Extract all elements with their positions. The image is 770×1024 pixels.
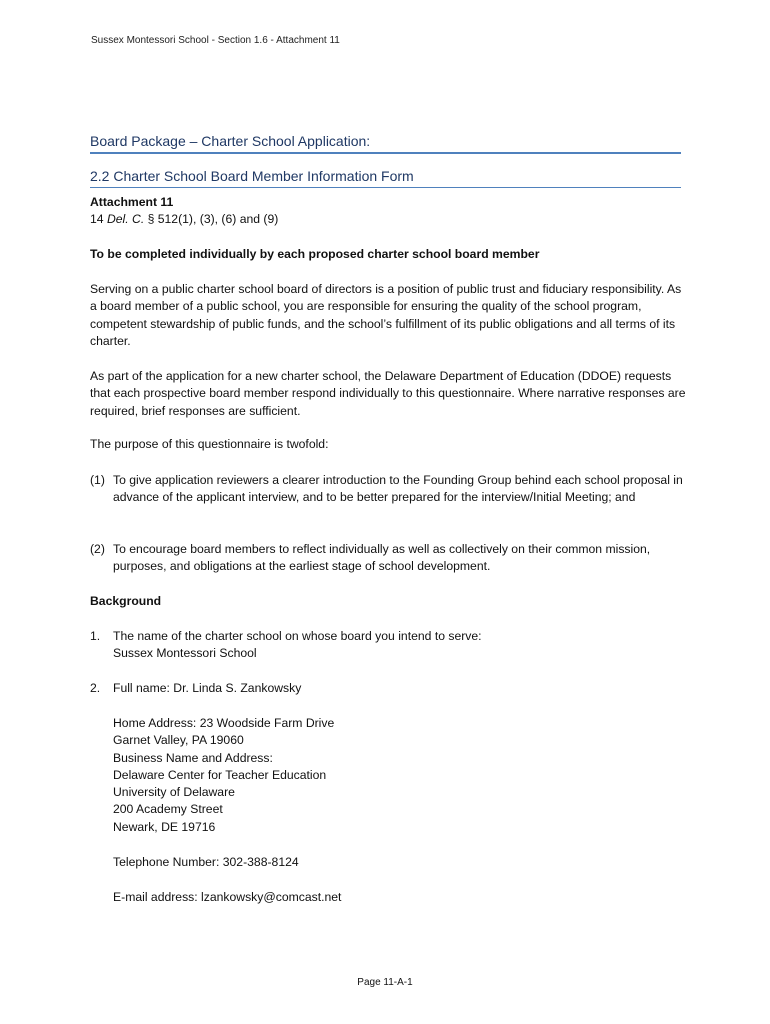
address-line: Garnet Valley, PA 19060 xyxy=(113,733,244,748)
title-rule xyxy=(90,152,681,154)
citation-italic: Del. C. xyxy=(106,212,145,226)
email-address: E-mail address: lzankowsky@comcast.net xyxy=(113,890,342,904)
citation-prefix: 14 xyxy=(90,212,107,226)
list-number: (1) xyxy=(90,473,105,487)
question-1 xyxy=(90,628,690,663)
instruction-heading: To be completed individually by each proposed charter school board member xyxy=(90,247,540,261)
page-number: Page 11-A-1 xyxy=(357,977,413,988)
telephone-number: Telephone Number: 302-388-8124 xyxy=(113,855,299,869)
background-heading: Background xyxy=(90,594,162,608)
school-name-answer: Sussex Montessori School xyxy=(113,646,257,661)
question-text: The name of the charter school on whose board you intend to serve: xyxy=(113,629,482,643)
full-name-answer: Full name: Dr. Linda S. Zankowsky xyxy=(113,681,302,695)
address-line: Business Name and Address: xyxy=(113,750,273,765)
citation-suffix: § 512(1), (3), (6) and (9) xyxy=(144,212,279,226)
address-line: Newark, DE 19716 xyxy=(113,819,216,834)
telephone-line xyxy=(90,854,690,871)
purpose-list-item xyxy=(90,541,690,576)
address-line: University of Delaware xyxy=(113,785,235,800)
intro-paragraph: Serving on a public charter school board of directors is a position of public trust and fiduciary responsibility. As a board member of a public school, you are responsible for ensuring the quality of the school program, competent stewardship of public funds, and the school’s fulfillment of its public obligations and all terms of its charter. xyxy=(90,282,682,348)
running-head: Sussex Montessori School - Section 1.6 - Attachment 11 xyxy=(91,35,340,46)
address-line: Home Address: 23 Woodside Farm Drive xyxy=(113,716,335,730)
address-line: 200 Academy Street xyxy=(113,802,223,817)
question-2 xyxy=(90,680,690,697)
attachment-label: Attachment 11 xyxy=(90,195,174,209)
address-line: Delaware Center for Teacher Education xyxy=(113,767,327,782)
address-block xyxy=(90,715,690,836)
form-title: 2.2 Charter School Board Member Information Form xyxy=(90,168,414,184)
application-paragraph: As part of the application for a new charter school, the Delaware Department of Education (DDOE) requests that each prospective board member respond individually to this questionnaire. Where narrative responses are required, brief responses are sufficient. xyxy=(90,369,686,418)
list-text: To encourage board members to reflect individually as well as collectively on their common mission, purposes, and obligations at the earliest stage of school development. xyxy=(113,542,651,574)
statute-citation xyxy=(90,211,690,228)
purpose-list-item xyxy=(90,472,690,507)
email-line xyxy=(90,889,690,906)
purpose-paragraph: The purpose of this questionnaire is twofold: xyxy=(90,437,329,451)
list-number: (2) xyxy=(90,542,105,556)
board-package-title: Board Package – Charter School Application: xyxy=(90,133,371,149)
question-number: 2. xyxy=(90,681,101,695)
form-title-rule xyxy=(90,187,681,188)
question-number: 1. xyxy=(90,629,101,643)
list-text: To give application reviewers a clearer introduction to the Founding Group behind each school proposal in advance of the applicant interview, and to be better prepared for the interview/Initial Meeting; and xyxy=(113,473,683,505)
